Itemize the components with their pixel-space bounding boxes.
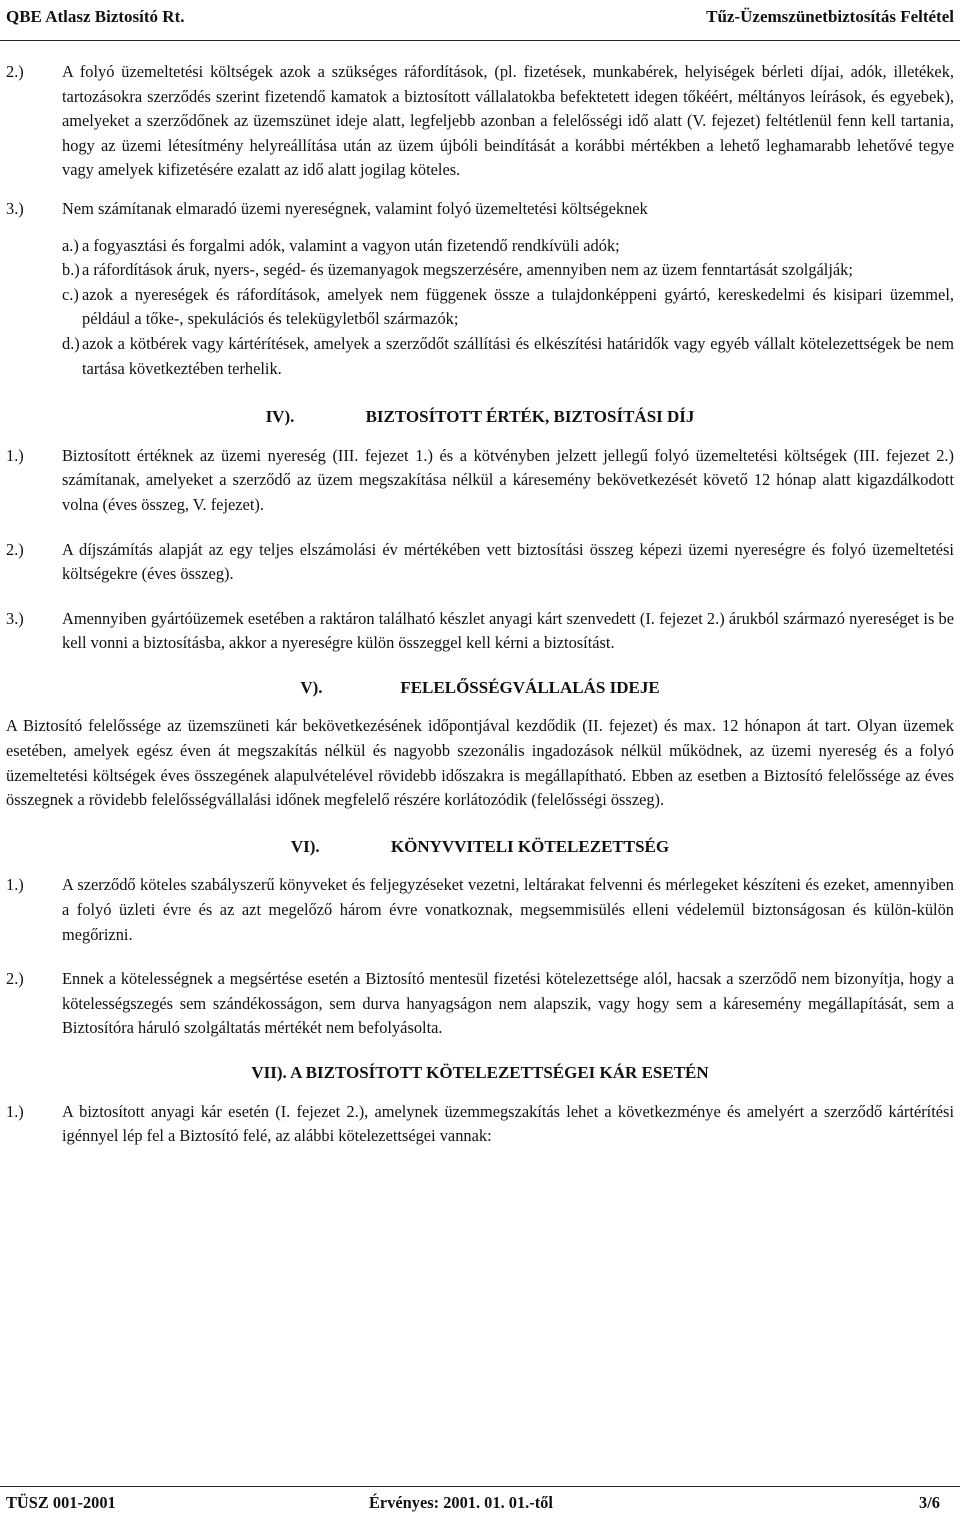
paragraph-3 xyxy=(6,197,954,222)
paragraph-number: 2.) xyxy=(6,969,24,989)
paragraph-number: 3.) xyxy=(6,198,24,218)
list-letter: d.) xyxy=(62,333,80,353)
exclusion-list xyxy=(6,234,954,382)
paragraph-2 xyxy=(6,60,954,183)
paragraph-number: 1.) xyxy=(6,445,24,465)
paragraph-iv-2 xyxy=(6,538,954,587)
section-title-vii xyxy=(6,1061,954,1086)
list-item-c xyxy=(62,283,954,332)
paragraph-text: A folyó üzemeltetési költségek azok a szükséges ráfordítások, (pl. fizetések, munkabérek, helyiségek bérleti díjai, adók, illetékek, tartozásokra szerződés szerint fizetendő kamatok a biztosított vállalatokba befektetett idegen tőkéért, méltányos leírások, és egyebek), amelyeket a szerződőnek az üzemszünet ideje alatt, legfeljebb azonban a felelősségi idő alatt (V. fejezet) feltétlenül fenn kell tartania, hogy az üzemi létesítmény helyreállítása után az üzem újbóli beindítását a korábbi mértékben a lehető leghamarabb lehetővé tegye vagy amelyek kifizetésére ezalatt az idő alatt jogilag köteles. xyxy=(62,62,954,180)
paragraph-vii-1 xyxy=(6,1100,954,1149)
document-title: Tűz-Üzemszünetbiztosítás Feltétel xyxy=(706,7,954,26)
section-heading: KÖNYVVITELI KÖTELEZETTSÉG xyxy=(390,836,670,856)
list-item-a xyxy=(62,234,954,259)
section-number: IV). xyxy=(265,407,295,427)
paragraph-iv-1 xyxy=(6,444,954,518)
section-heading: FELELŐSSÉGVÁLLALÁS IDEJE xyxy=(400,677,660,697)
list-text: azok a kötbérek vagy kártérítések, amelyek a szerződőt szállítási és elkészítési határidők vagy egyéb vállalt kötelezettségek be nem tartása következtében terhelik. xyxy=(82,333,954,378)
paragraph-text: Nem számítanak elmaradó üzemi nyereségnek, valamint folyó üzemeltetési költségeknek xyxy=(62,198,648,218)
section-number: VI). xyxy=(290,836,320,856)
paragraph-number: 1.) xyxy=(6,875,24,895)
document-body xyxy=(6,60,954,1169)
section-heading: BIZTOSÍTOTT ÉRTÉK, BIZTOSÍTÁSI DÍJ xyxy=(365,407,695,427)
section-heading: VII). A BIZTOSÍTOTT KÖTELEZETTSÉGEI KÁR ESETÉN xyxy=(251,1063,709,1082)
page-number: 3/6 xyxy=(919,1493,940,1512)
paragraph-text: Biztosított értéknek az üzemi nyereség (III. fejezet 1.) és a kötvényben jelzett jellegű folyó üzemeltetési költségek (III. fejezet 2.) számítanak, amelyeket a szerződő az üzem megszakítása nélkül a káresemény bekövetkezését követő 12 hónap alatt kigazdálkodott volna (éves összeg, V. fejezet). xyxy=(62,445,954,514)
paragraph-vi-1 xyxy=(6,873,954,947)
page-footer xyxy=(0,1486,960,1517)
company-name: QBE Atlasz Biztosító Rt. xyxy=(6,7,185,26)
paragraph-iv-3 xyxy=(6,607,954,656)
page-header xyxy=(0,0,960,41)
paragraph-number: 1.) xyxy=(6,1101,24,1121)
paragraph-number: 2.) xyxy=(6,62,24,81)
paragraph-text: Ennek a kötelességnek a megsértése esetén a Biztosító mentesül fizetési kötelezettsége alól, hacsak a szerződő nem bizonyítja, hogy a kötelességszegés sem szándékosságon, sem durva hanyagságon nem alapszik, vagy hogy sem a káresemény megállapítását, sem a Biztosítóra háruló szolgáltatás mértékét nem befolyásolta. xyxy=(62,969,954,1038)
list-text: a ráfordítások áruk, nyers-, segéd- és üzemanyagok megszerzésére, amennyiben nem az üzem fenntartását szolgálják; xyxy=(82,260,853,280)
paragraph-text: A biztosított anyagi kár esetén (I. fejezet 2.), amelynek üzemmegszakítás lehet a következménye és amelyért a szerződő kártérítési igénnyel lép fel a Biztosító felé, az alábbi kötelezettségei vannak: xyxy=(62,1101,954,1146)
paragraph-vi-2 xyxy=(6,967,954,1041)
section-number: V). xyxy=(300,677,323,697)
section-title-vi xyxy=(6,835,954,860)
list-item-b xyxy=(62,258,954,283)
list-letter: c.) xyxy=(62,284,79,304)
paragraph-text: A díjszámítás alapját az egy teljes elszámolási év mértékében vett biztosítási összeg képezi üzemi nyereségre és folyó üzemeltetési költségekre (éves összeg). xyxy=(62,539,954,584)
paragraph-number: 3.) xyxy=(6,608,24,628)
paragraph-text: A szerződő köteles szabályszerű könyveket és feljegyzéseket vezetni, leltárakat felvenni és mérlegeket készíteni és ezeket, amennyiben a folyó üzleti évre és az azt megelőző három évre vonatkoznak, megsemmisülés elleni védelemül biztonságosan és külön-külön megőrizni. xyxy=(62,875,954,944)
section-title-v xyxy=(6,676,954,701)
list-text: a fogyasztási és forgalmi adók, valamint a vagyon után fizetendő rendkívüli adók; xyxy=(82,235,620,255)
list-item-d xyxy=(62,332,954,381)
list-letter: b.) xyxy=(62,260,80,280)
validity-date: Érvényes: 2001. 01. 01.-től xyxy=(369,1493,553,1512)
list-letter: a.) xyxy=(62,235,79,255)
section-title-iv xyxy=(6,405,954,430)
paragraph-text: Amennyiben gyártóüzemek esetében a raktáron található készlet anyagi kárt szenvedett (I. fejezet 2.) árukból származó nyereséget is be kell vonni a biztosításba, akkor a nyereségre külön összeggel kell kérni a biztosítást. xyxy=(62,608,954,653)
paragraph-number: 2.) xyxy=(6,539,24,559)
paragraph-v: A Biztosító felelőssége az üzemszüneti kár bekövetkezésének időpontjával kezdődik (II. fejezet) és max. 12 hónapon át tart. Olyan üzemek esetében, amelyek egész éven át megszakítás nélkül és nagyobb szezonális ingadozások nélkül működnek, az üzemi nyereség és a folyó üzemeltetési költségek éves összegének alapulvételével rövidebb időszakra is megállapítható. Ebben az esetben a Biztosító felelőssége az éves összegnek a rövidebb felelősségvállalási időnek megfelelő részére korlátozódik (felelősségi összeg). xyxy=(6,716,954,810)
document-code: TÜSZ 001-2001 xyxy=(6,1493,116,1512)
list-text: azok a nyereségek és ráfordítások, amelyek nem függenek össze a tulajdonképpeni gyártó, kereskedelmi és kisipari üzemmel, például a tőke-, spekulációs és telekügyletből származók; xyxy=(82,284,954,329)
